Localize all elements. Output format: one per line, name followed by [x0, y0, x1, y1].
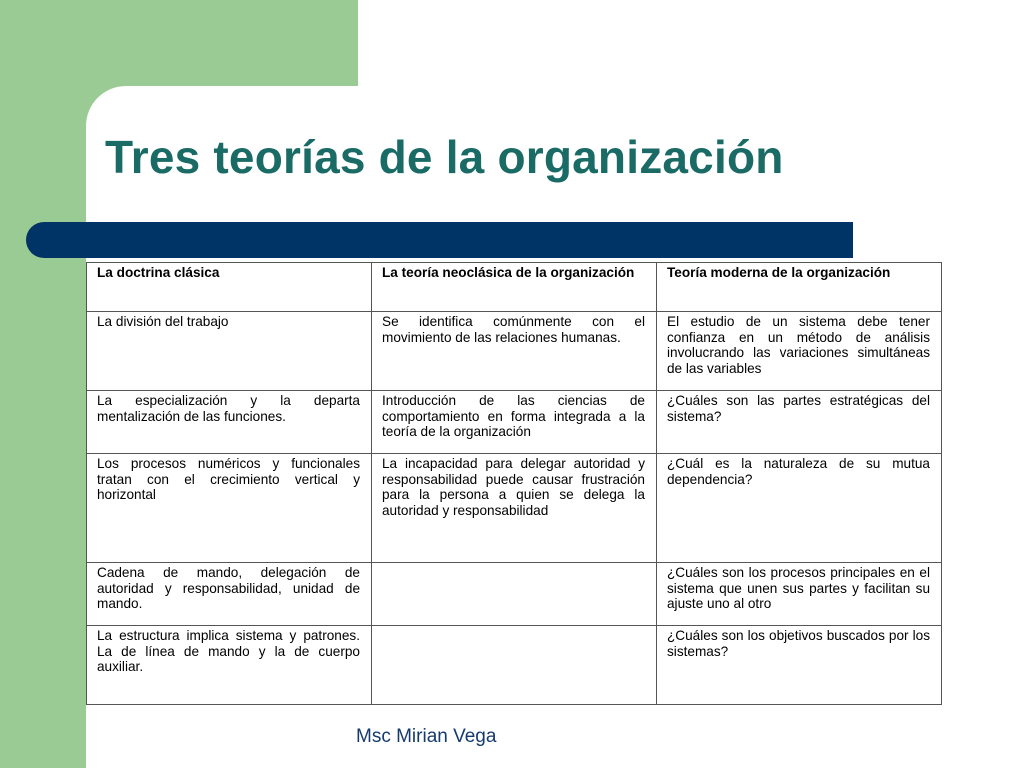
table-cell: Introducción de las ciencias de comportamiento en forma integrada a la teoría de la organización: [372, 391, 657, 454]
table-cell: ¿Cuál es la naturaleza de su mutua dependencia?: [657, 454, 942, 563]
table-cell: Cadena de mando, delegación de autoridad y responsabilidad, unidad de mando.: [87, 563, 372, 626]
footer-author: Msc Mirian Vega: [356, 726, 497, 747]
header-cell-modern: Teoría moderna de la organización: [657, 263, 942, 312]
table-header-row: [87, 263, 942, 312]
table-row: [87, 454, 942, 563]
table-cell: [372, 626, 657, 705]
header-cell-neoclassic: La teoría neoclásica de la organización: [372, 263, 657, 312]
table-cell: La división del trabajo: [87, 312, 372, 391]
table-cell: [372, 563, 657, 626]
table-cell: ¿Cuáles son las partes estratégicas del sistema?: [657, 391, 942, 454]
slide-title: Tres teorías de la organización: [105, 131, 784, 183]
table-cell: ¿Cuáles son los procesos principales en el sistema que unen sus partes y facilitan su ajuste uno al otro: [657, 563, 942, 626]
table-row: [87, 391, 942, 454]
table-cell: La estructura implica sistema y patrones. La de línea de mando y la de cuerpo auxiliar.: [87, 626, 372, 705]
table-cell: La incapacidad para delegar autoridad y responsabilidad puede causar frustración para la persona a quien se delega la autoridad y responsabilidad: [372, 454, 657, 563]
table-cell: ¿Cuáles son los objetivos buscados por los sistemas?: [657, 626, 942, 705]
theories-table: [86, 262, 942, 705]
table-row: [87, 626, 942, 705]
title-accent-bar: [26, 222, 853, 258]
table-row: [87, 312, 942, 391]
table-cell: La especialización y la departa mentalización de las funciones.: [87, 391, 372, 454]
table-cell: El estudio de un sistema debe tener confianza en un método de análisis involucrando las variaciones simultáneas de las variables: [657, 312, 942, 391]
table-cell: Los procesos numéricos y funcionales tratan con el crecimiento vertical y horizontal: [87, 454, 372, 563]
header-cell-classic: La doctrina clásica: [87, 263, 372, 312]
table-cell: Se identifica comúnmente con el movimiento de las relaciones humanas.: [372, 312, 657, 391]
table-row: [87, 563, 942, 626]
